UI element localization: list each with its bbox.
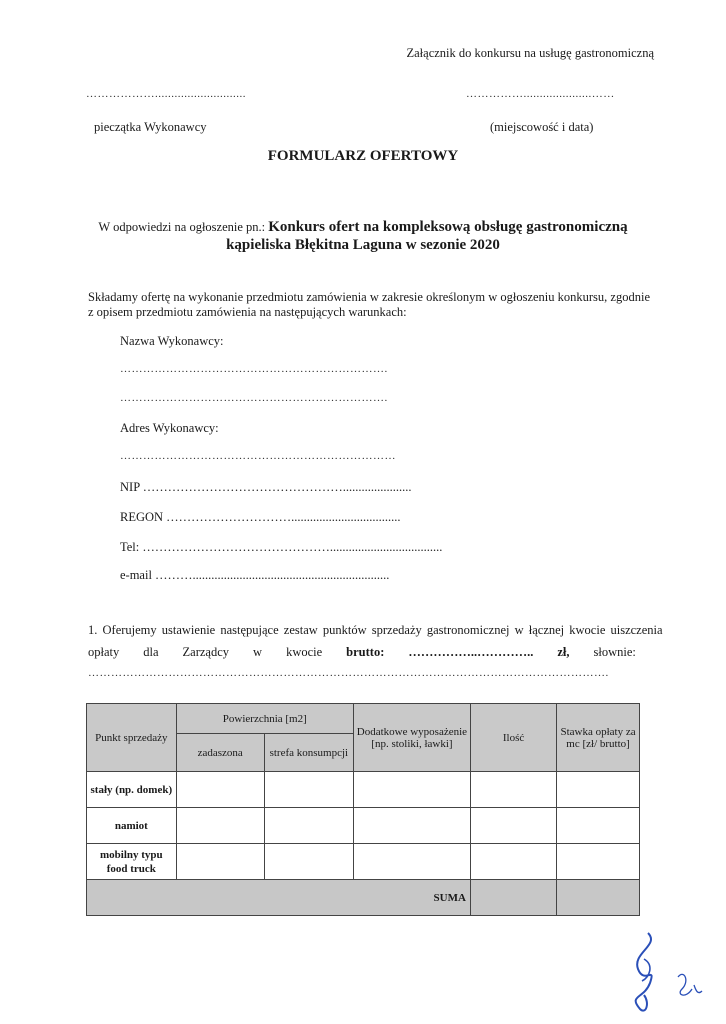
table-cell[interactable] bbox=[353, 772, 470, 808]
stamp-field[interactable]: ………………............................ bbox=[86, 88, 246, 100]
table-cell[interactable] bbox=[264, 808, 353, 844]
row-label: stały (np. domek) bbox=[87, 772, 177, 808]
point1-text: 1. Oferujemy ustawienie następujące zestaw punktów sprzedaży gastronomicznej w łącznej kwocie uiszczenia bbox=[88, 623, 663, 637]
contractor-name-label: Nazwa Wykonawcy: bbox=[120, 334, 224, 348]
table-cell[interactable] bbox=[557, 844, 640, 880]
col-rate-text-1: Stawka opłaty za bbox=[560, 725, 636, 738]
table-cell[interactable] bbox=[353, 844, 470, 880]
contest-title-line2: kąpieliska Błękitna Laguna w sezonie 2020 bbox=[226, 237, 500, 253]
table-row bbox=[87, 772, 640, 808]
contractor-address-field[interactable]: ……………………………………………………………… bbox=[120, 450, 396, 462]
table-cell[interactable] bbox=[557, 808, 640, 844]
sales-points-table bbox=[86, 703, 640, 916]
intro-prefix: W odpowiedzi na ogłoszenie pn.: bbox=[98, 220, 266, 234]
contractor-name-field-2[interactable]: ……………………………………………………………. bbox=[120, 392, 388, 404]
col-area-header: Powierzchnia [m2] bbox=[176, 704, 353, 734]
word-zarzadcy: Zarządcy bbox=[182, 645, 230, 659]
col-rate-header bbox=[557, 704, 640, 772]
email-field[interactable]: e-mail ………............................................................... bbox=[120, 568, 390, 582]
row-label: namiot bbox=[87, 808, 177, 844]
col-point-header: Punkt sprzedaży bbox=[87, 704, 177, 772]
currency-label: zł, bbox=[557, 645, 570, 659]
col-qty-header: Ilość bbox=[470, 704, 556, 772]
handwritten-signature bbox=[620, 925, 710, 1020]
sum-label: SUMA bbox=[87, 880, 471, 916]
contractor-name-field-1[interactable]: ……………………………………………………………. bbox=[120, 363, 388, 375]
tel-field[interactable]: Tel: ……………………………………….................................... bbox=[120, 540, 443, 554]
table-cell[interactable] bbox=[353, 808, 470, 844]
sum-cell[interactable] bbox=[470, 880, 556, 916]
col-equipment-header bbox=[353, 704, 470, 772]
table-cell[interactable] bbox=[264, 844, 353, 880]
table-cell[interactable] bbox=[264, 772, 353, 808]
place-date-label: (miejscowość i data) bbox=[490, 120, 594, 134]
contractor-address-label: Adres Wykonawcy: bbox=[120, 421, 219, 435]
amount-field[interactable]: ……………..………….. bbox=[408, 645, 534, 659]
point1-amount-line bbox=[88, 645, 636, 660]
word-kwocie: kwocie bbox=[286, 645, 323, 659]
word-oplaty: opłaty bbox=[88, 645, 120, 659]
sum-cell[interactable] bbox=[557, 880, 640, 916]
place-date-field[interactable]: …………….....................…… bbox=[466, 88, 615, 100]
col-zone-header: strefa konsumpcji bbox=[264, 734, 353, 772]
in-words-label: słownie: bbox=[593, 645, 636, 659]
intro-block bbox=[0, 218, 726, 254]
brutto-label: brutto: bbox=[346, 645, 385, 659]
col-roofed-header: zadaszona bbox=[176, 734, 264, 772]
regon-field[interactable]: REGON …………………………................................... bbox=[120, 510, 401, 524]
table-cell[interactable] bbox=[557, 772, 640, 808]
col-rate-text-2: mc [zł/ brutto] bbox=[566, 737, 630, 750]
table-cell[interactable] bbox=[176, 844, 264, 880]
col-equipment-text-2: [np. stoliki, ławki] bbox=[371, 737, 453, 750]
offer-text-line2: z opisem przedmiotu zamówienia na następujących warunkach: bbox=[88, 305, 407, 319]
table-cell[interactable] bbox=[470, 808, 556, 844]
col-equipment-text-1: Dodatkowe wyposażenie bbox=[356, 725, 468, 738]
table-cell[interactable] bbox=[176, 772, 264, 808]
contest-title-line1: Konkurs ofert na kompleksową obsługę gastronomiczną bbox=[268, 219, 628, 235]
sum-row bbox=[87, 880, 640, 916]
amount-in-words-field[interactable]: ………………………………………………………………………………………………………………………. bbox=[88, 667, 609, 679]
stamp-label: pieczątka Wykonawcy bbox=[94, 120, 207, 134]
annex-note: Załącznik do konkursu na usługę gastronomiczną bbox=[406, 46, 654, 60]
table-row bbox=[87, 844, 640, 880]
offer-text-line1: Składamy ofertę na wykonanie przedmiotu zamówienia w zakresie określonym w ogłoszeniu konkursu, zgodnie bbox=[88, 290, 650, 304]
table-row bbox=[87, 808, 640, 844]
row-label: mobilny typu food truck bbox=[87, 844, 177, 880]
table-cell[interactable] bbox=[470, 844, 556, 880]
nip-field[interactable]: NIP …………………………………………...................... bbox=[120, 480, 412, 494]
page-title: FORMULARZ OFERTOWY bbox=[267, 148, 459, 164]
table-cell[interactable] bbox=[176, 808, 264, 844]
word-dla: dla bbox=[143, 645, 159, 659]
table-cell[interactable] bbox=[470, 772, 556, 808]
word-w: w bbox=[253, 645, 263, 659]
